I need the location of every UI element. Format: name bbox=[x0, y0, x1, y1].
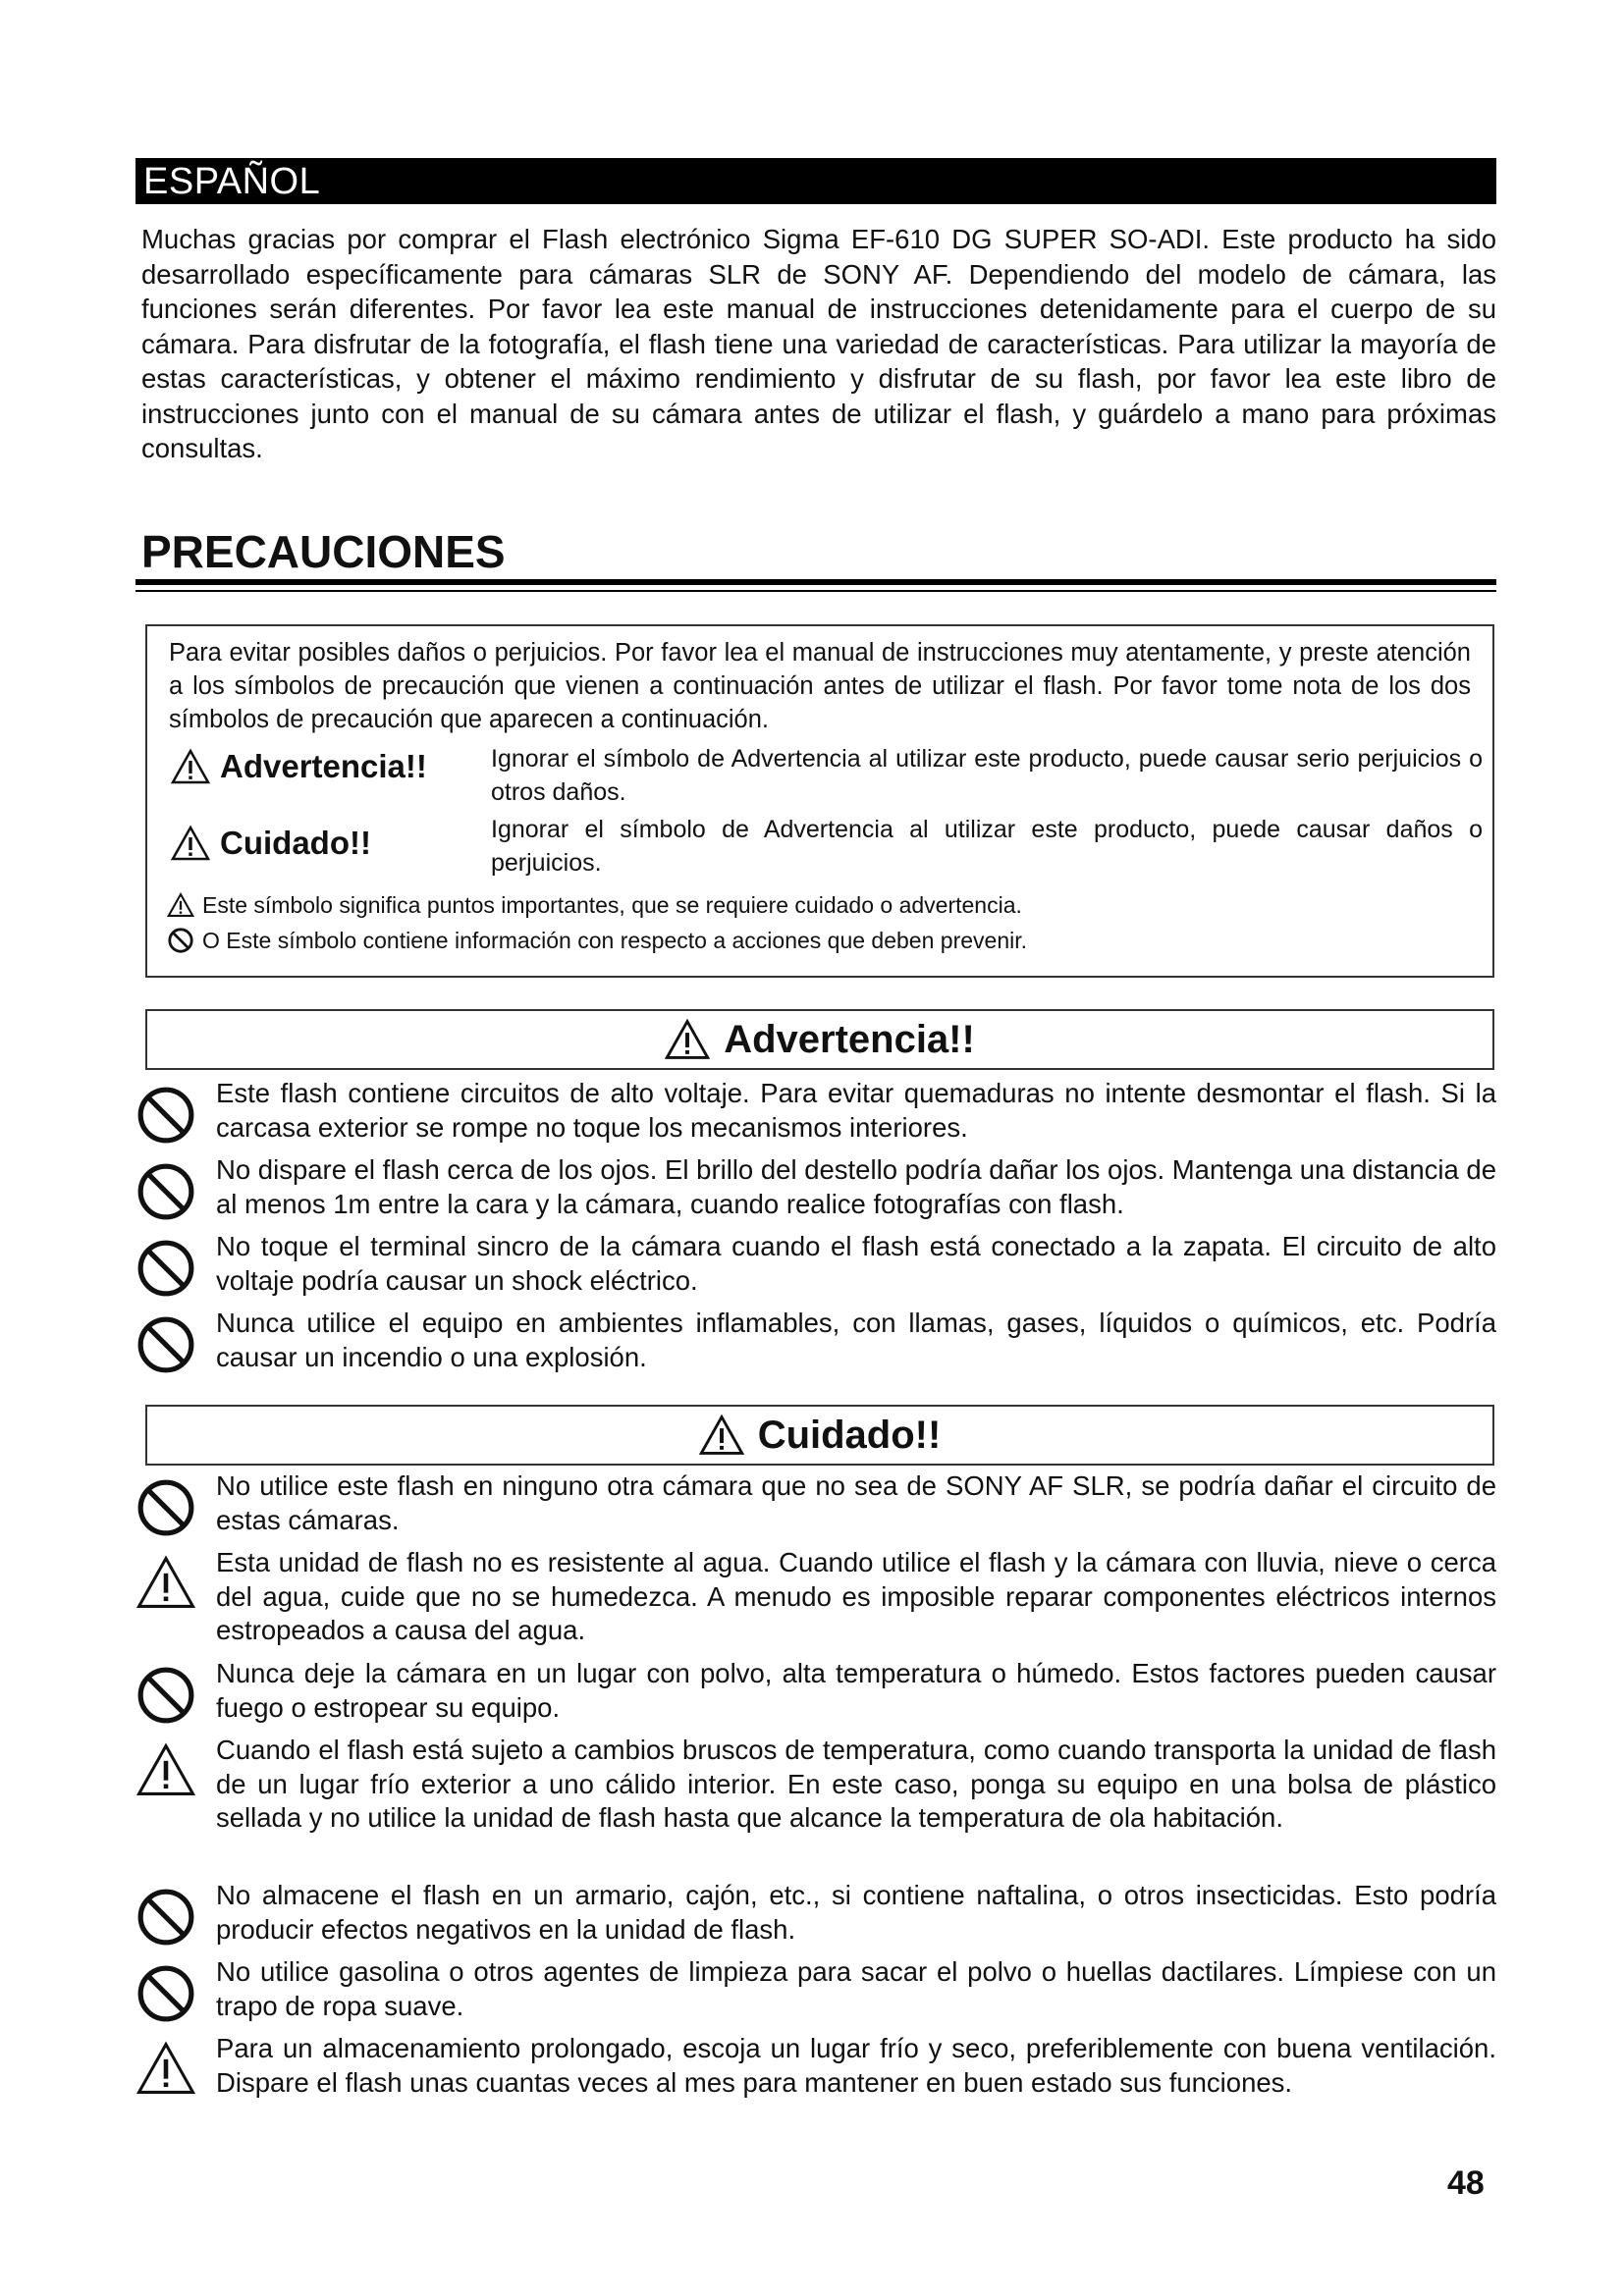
prohibition-icon bbox=[135, 1085, 196, 1146]
warning-description: Ignorar el símbolo de Advertencia al utilizar este producto, puede causar serio perjuicios o otros daños. bbox=[491, 745, 1483, 806]
warning-triangle-icon bbox=[171, 825, 210, 862]
warning-label: Advertencia!! bbox=[220, 748, 427, 784]
language-header-bar bbox=[135, 158, 1496, 204]
caution-section-title: Cuidado!! bbox=[757, 1413, 942, 1457]
legend-triangle-text: Este símbolo significa puntos importantes, que se requiere cuidado o advertencia. bbox=[202, 892, 1022, 918]
legend-prohibit-text: O Este símbolo contiene información con respecto a acciones que deben prevenir. bbox=[202, 928, 1027, 953]
page-number: 48 bbox=[1447, 2164, 1485, 2202]
caution-section-header bbox=[145, 1405, 1494, 1466]
item-text: No almacene el flash en un armario, cajón, etc., si contiene naftalina, o otros insecticidas. Esto podría producir efectos negativos en la unidad de flash. bbox=[216, 1880, 1496, 1945]
item-text: Nunca deje la cámara en un lugar con polvo, alta temperatura o húmedo. Estos factores pueden causar fuego o estropear su equipo. bbox=[216, 1658, 1496, 1723]
title-rule-thick bbox=[135, 579, 1496, 585]
item-text: No utilice este flash en ninguno otra cámara que no sea de SONY AF SLR, se podría dañar el circuito de estas cámaras. bbox=[216, 1470, 1496, 1535]
legend-prohibit-row bbox=[167, 927, 1027, 954]
symbols-info-box bbox=[145, 624, 1494, 978]
title-rule-thin bbox=[135, 590, 1496, 592]
prohibition-icon bbox=[135, 1161, 196, 1222]
warning-symbol-row bbox=[167, 742, 1483, 811]
language-title: ESPAÑOL bbox=[143, 161, 321, 202]
legend-triangle-row bbox=[167, 891, 1022, 919]
item-text: Este flash contiene circuitos de alto voltaje. Para evitar quemaduras no intente desmontar el flash. Si la carcasa exterior se rompe no toque los mecanismos interiores. bbox=[216, 1078, 1496, 1143]
item-text: Nunca utilice el equipo en ambientes inflamables, con llamas, gases, líquidos o químicos, etc. Podría causar un incendio o una explosión. bbox=[216, 1308, 1496, 1372]
prohibition-icon bbox=[135, 1963, 196, 2024]
item-text: Cuando el flash está sujeto a cambios bruscos de temperatura, como cuando transporta la unidad de flash de un lugar frío exterior a uno cálido interior. En este caso, ponga su equipo en una bolsa de plástico sellada y no utilice la unidad de flash hasta que alcance la temperatura de ola habitación. bbox=[216, 1735, 1496, 1833]
item-text: Para un almacenamiento prolongado, escoja un lugar frío y seco, preferiblemente con buena ventilación. Dispare el flash unas cuantas veces al mes para mantener en buen estado sus funciones. bbox=[216, 2033, 1496, 2098]
item-text: No utilice gasolina o otros agentes de limpieza para sacar el polvo o huellas dactilares. Límpiese con un trapo de ropa suave. bbox=[216, 1956, 1496, 2021]
info-intro-text: Para evitar posibles daños o perjuicios. Por favor lea el manual de instrucciones muy atentamente, y preste atención a los símbolos de precaución que vienen a continuación antes de utilizar el flash. Por favor tome nota de los dos símbolos de precaución que aparecen a continuación. bbox=[169, 639, 1471, 733]
prohibition-icon bbox=[135, 1314, 196, 1375]
warning-triangle-icon bbox=[167, 892, 194, 918]
warning-section-title: Advertencia!! bbox=[724, 1017, 975, 1061]
prohibition-icon bbox=[135, 1887, 196, 1948]
warning-triangle-icon bbox=[171, 748, 210, 785]
section-title: PRECAUCIONES bbox=[141, 526, 506, 577]
prohibition-icon bbox=[167, 927, 194, 954]
warning-section-header bbox=[145, 1009, 1494, 1070]
item-text: No dispare el flash cerca de los ojos. El brillo del destello podría dañar los ojos. Mantenga una distancia de al menos 1m entre la cara y la cámara, cuando realice fotografías con flash. bbox=[216, 1154, 1496, 1219]
caution-symbol-row bbox=[167, 813, 1483, 881]
intro-paragraph: Muchas gracias por comprar el Flash electrónico Sigma EF-610 DG SUPER SO-ADI. Este producto ha sido desarrollado específicamente para cámaras SLR de SONY AF. Dependiendo del modelo de cámara, las funciones serán diferentes. Por favor lea este manual de instrucciones detenidamente para el cuerpo de su cámara. Para disfrutar de la fotografía, el flash tiene una variedad de características. Para utilizar la mayoría de estas características, y obtener el máximo rendimiento y disfrutar de su flash, por favor lea este libro de instrucciones junto con el manual de su cámara antes de utilizar el flash, y guárdelo a mano para próximas consultas. bbox=[141, 224, 1496, 463]
warning-triangle-icon bbox=[135, 2040, 196, 2097]
warning-triangle-icon bbox=[699, 1414, 744, 1457]
prohibition-icon bbox=[135, 1665, 196, 1726]
warning-triangle-icon bbox=[135, 1741, 196, 1798]
prohibition-icon bbox=[135, 1477, 196, 1538]
item-text: No toque el terminal sincro de la cámara cuando el flash está conectado a la zapata. El circuito de alto voltaje podría causar un shock eléctrico. bbox=[216, 1231, 1496, 1296]
warning-triangle-icon bbox=[135, 1554, 196, 1611]
caution-description: Ignorar el símbolo de Advertencia al utilizar este producto, puede causar daños o perjuicios. bbox=[491, 816, 1483, 877]
caution-label: Cuidado!! bbox=[220, 825, 371, 861]
prohibition-icon bbox=[135, 1238, 196, 1299]
warning-triangle-icon bbox=[665, 1018, 710, 1061]
item-text: Esta unidad de flash no es resistente al agua. Cuando utilice el flash y la cámara con lluvia, nieve o cerca del agua, cuide que no se humedezca. A menudo es imposible reparar componentes eléctricos internos estropeados a causa del agua. bbox=[216, 1547, 1496, 1645]
